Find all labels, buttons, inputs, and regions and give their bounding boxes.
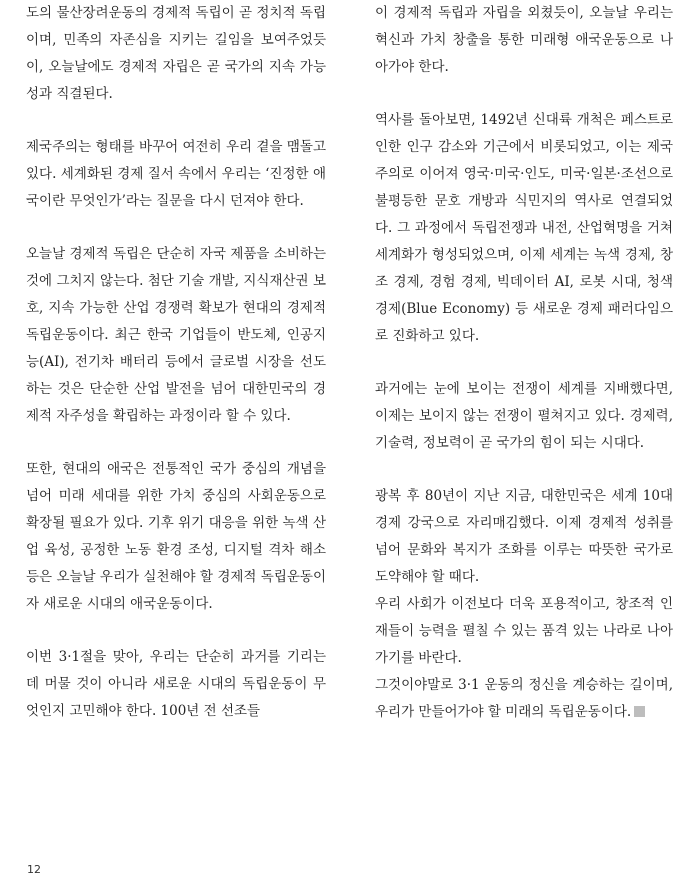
page-number: 12: [27, 863, 41, 876]
left-text-column: [26, 0, 326, 725]
right-text-column: [375, 0, 673, 726]
paragraph: 이 경제적 독립과 자립을 외쳤듯이, 오늘날 우리는 혁신과 가치 창출을 통한 미래형 애국운동으로 나아가야 한다.: [375, 5, 673, 75]
paragraph: 또한, 현대의 애국은 전통적인 국가 중심의 개념을 넘어 미래 세대를 위한 가치 중심의 사회운동으로 확장될 필요가 있다. 기후 위기 대응을 위한 녹색 산업 육성, 공정한 노동 환경 조성, 디지털 격차 해소 등은 오늘날 우리가 실천해야 할 경제적 독립운동이자 새로운 시대의 애국운동이다.: [26, 461, 326, 612]
closing-paragraph-text: 그것이야말로 3·1 운동의 정신을 계승하는 길이며, 우리가 만들어가야 할 미래의 독립운동이다.: [375, 677, 673, 720]
paragraph: 역사를 돌아보면, 1492년 신대륙 개척은 페스트로 인한 인구 감소와 기근에서 비롯되었고, 이는 제국주의로 이어져 영국·미국·인도, 미국·일본·조선으로 불평등한 문호 개방과 식민지의 역사로 연결되었다. 그 과정에서 독립전쟁과 내전, 산업혁명을 거쳐 세계화가 형성되었으며, 이제 세계는 녹색 경제, 창조 경제, 경험 경제, 빅데이터 AI, 로봇 시대, 청색 경제(Blue Economy) 등 새로운 경제 패러다임으로 진화하고 있다.: [375, 112, 673, 344]
paragraph: 도의 물산장려운동의 경제적 독립이 곧 정치적 독립이며, 민족의 자존심을 지키는 길임을 보여주었듯이, 오늘날에도 경제적 자립은 곧 국가의 지속 가능성과 직결된다.: [26, 5, 326, 102]
end-of-article-icon: [634, 706, 645, 717]
paragraph: 과거에는 눈에 보이는 전쟁이 세계를 지배했다면, 이제는 보이지 않는 전쟁이 펼쳐지고 있다. 경제력, 기술력, 정보력이 곧 국가의 힘이 되는 시대다.: [375, 381, 673, 451]
paragraph: 오늘날 경제적 독립은 단순히 자국 제품을 소비하는 것에 그치지 않는다. 첨단 기술 개발, 지식재산권 보호, 지속 가능한 산업 경쟁력 확보가 현대의 경제적 독립운동이다. 최근 한국 기업들이 반도체, 인공지능(AI), 전기차 배터리 등에서 글로벌 시장을 선도하는 것은 단순한 산업 발전을 넘어 대한민국의 경제적 자주성을 확립하는 과정이라 할 수 있다.: [26, 246, 326, 424]
closing-paragraph: [375, 672, 673, 726]
paragraph: 우리 사회가 이전보다 더욱 포용적이고, 창조적 인재들이 능력을 펼칠 수 있는 품격 있는 나라로 나아가기를 바란다.: [375, 596, 673, 666]
paragraph: 이번 3·1절을 맞아, 우리는 단순히 과거를 기리는 데 머물 것이 아니라 새로운 시대의 독립운동이 무엇인지 고민해야 한다. 100년 전 선조들: [26, 649, 326, 719]
paragraph: 광복 후 80년이 지난 지금, 대한민국은 세계 10대 경제 강국으로 자리매김했다. 이제 경제적 성취를 넘어 문화와 복지가 조화를 이루는 따뜻한 국가로 도약해야 할 때다.: [375, 488, 673, 585]
paragraph: 제국주의는 형태를 바꾸어 여전히 우리 곁을 맴돌고 있다. 세계화된 경제 질서 속에서 우리는 ‘진정한 애국이란 무엇인가’라는 질문을 다시 던져야 한다.: [26, 139, 326, 209]
